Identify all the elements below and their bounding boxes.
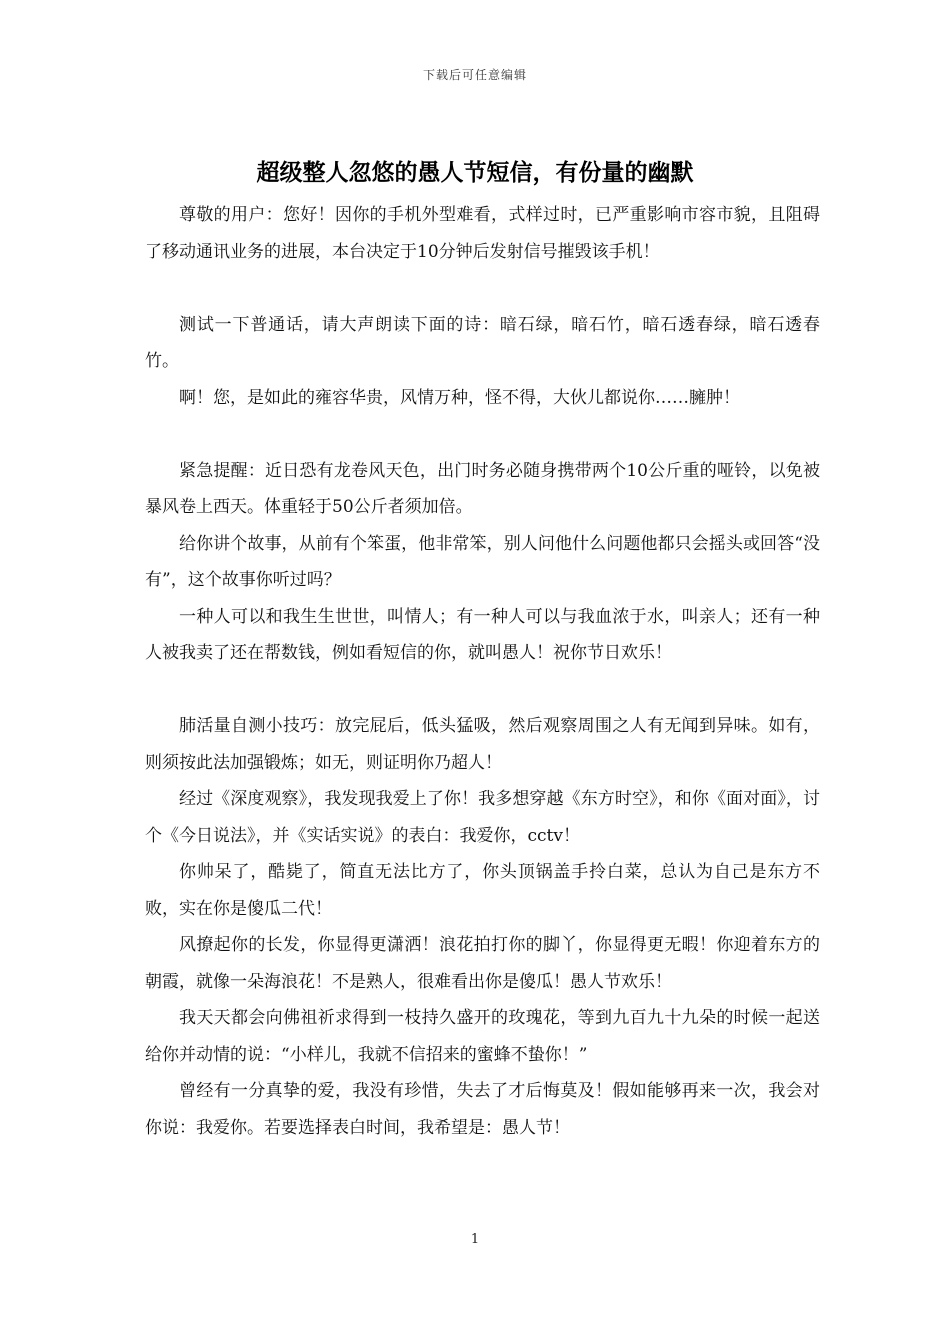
document-title: 超级整人忽悠的愚人节短信，有份量的幽默 bbox=[256, 159, 694, 186]
blank-line bbox=[145, 672, 820, 709]
paragraph: 我天天都会向佛祖祈求得到一枝持久盛开的玫瑰花，等到九百九十九朵的时候一起送给你并动情的说：“小样儿，我就不信招来的蜜蜂不蛰你！” bbox=[145, 1008, 820, 1065]
paragraph: 曾经有一分真挚的爱，我没有珍惜，失去了才后悔莫及！假如能够再来一次，我会对你说：我爱你。若要选择表白时间，我希望是：愚人节！ bbox=[145, 1081, 820, 1138]
paragraph: 经过《深度观察》，我发现我爱上了你！我多想穿越《东方时空》，和你《面对面》，讨个《今日说法》，并《实话实说》的表白：我爱你，cctv！ bbox=[145, 789, 820, 846]
paragraph: 给你讲个故事，从前有个笨蛋，他非常笨，别人问他什么问题他都只会摇头或回答“没有”，这个故事你听过吗？ bbox=[145, 533, 820, 590]
blank-line bbox=[145, 416, 820, 453]
page-number: 1 bbox=[470, 1232, 480, 1247]
paragraph: 测试一下普通话，请大声朗读下面的诗：暗石绿，暗石竹，暗石透春绿，暗石透春竹。 bbox=[145, 314, 820, 371]
paragraph: 肺活量自测小技巧：放完屁后，低头猛吸，然后观察周围之人有无闻到异味。如有，则须按此法加强锻炼；如无，则证明你乃超人！ bbox=[145, 716, 820, 773]
blank-line bbox=[145, 270, 820, 307]
paragraph: 尊敬的用户：您好！因你的手机外型难看，式样过时，已严重影响市容市貌，且阻碍了移动通讯业务的进展，本台决定于10分钟后发射信号摧毁该手机！ bbox=[145, 205, 820, 262]
header-note: 下载后可任意编辑 bbox=[422, 68, 527, 82]
paragraph: 一种人可以和我生生世世，叫情人；有一种人可以与我血浓于水，叫亲人；还有一种人被我卖了还在帮数钱，例如看短信的你，就叫愚人！祝你节日欢乐！ bbox=[145, 606, 820, 663]
paragraph: 紧急提醒：近日恐有龙卷风天色，出门时务必随身携带两个10公斤重的哑铃，以免被暴风卷上西天。体重轻于50公斤者须加倍。 bbox=[145, 460, 820, 517]
paragraph: 啊！您，是如此的雍容华贵，风情万种，怪不得，大伙儿都说你……臃肿！ bbox=[179, 387, 740, 408]
paragraph: 你帅呆了，酷毙了，简直无法比方了，你头顶锅盖手拎白菜，总认为自己是东方不败，实在你是傻瓜二代！ bbox=[145, 862, 820, 919]
document-body bbox=[145, 197, 820, 1146]
paragraph: 风撩起你的长发，你显得更潇洒！浪花拍打你的脚丫，你显得更无暇！你迎着东方的朝霞，就像一朵海浪花！不是熟人，很难看出你是傻瓜！愚人节欢乐！ bbox=[145, 935, 820, 992]
